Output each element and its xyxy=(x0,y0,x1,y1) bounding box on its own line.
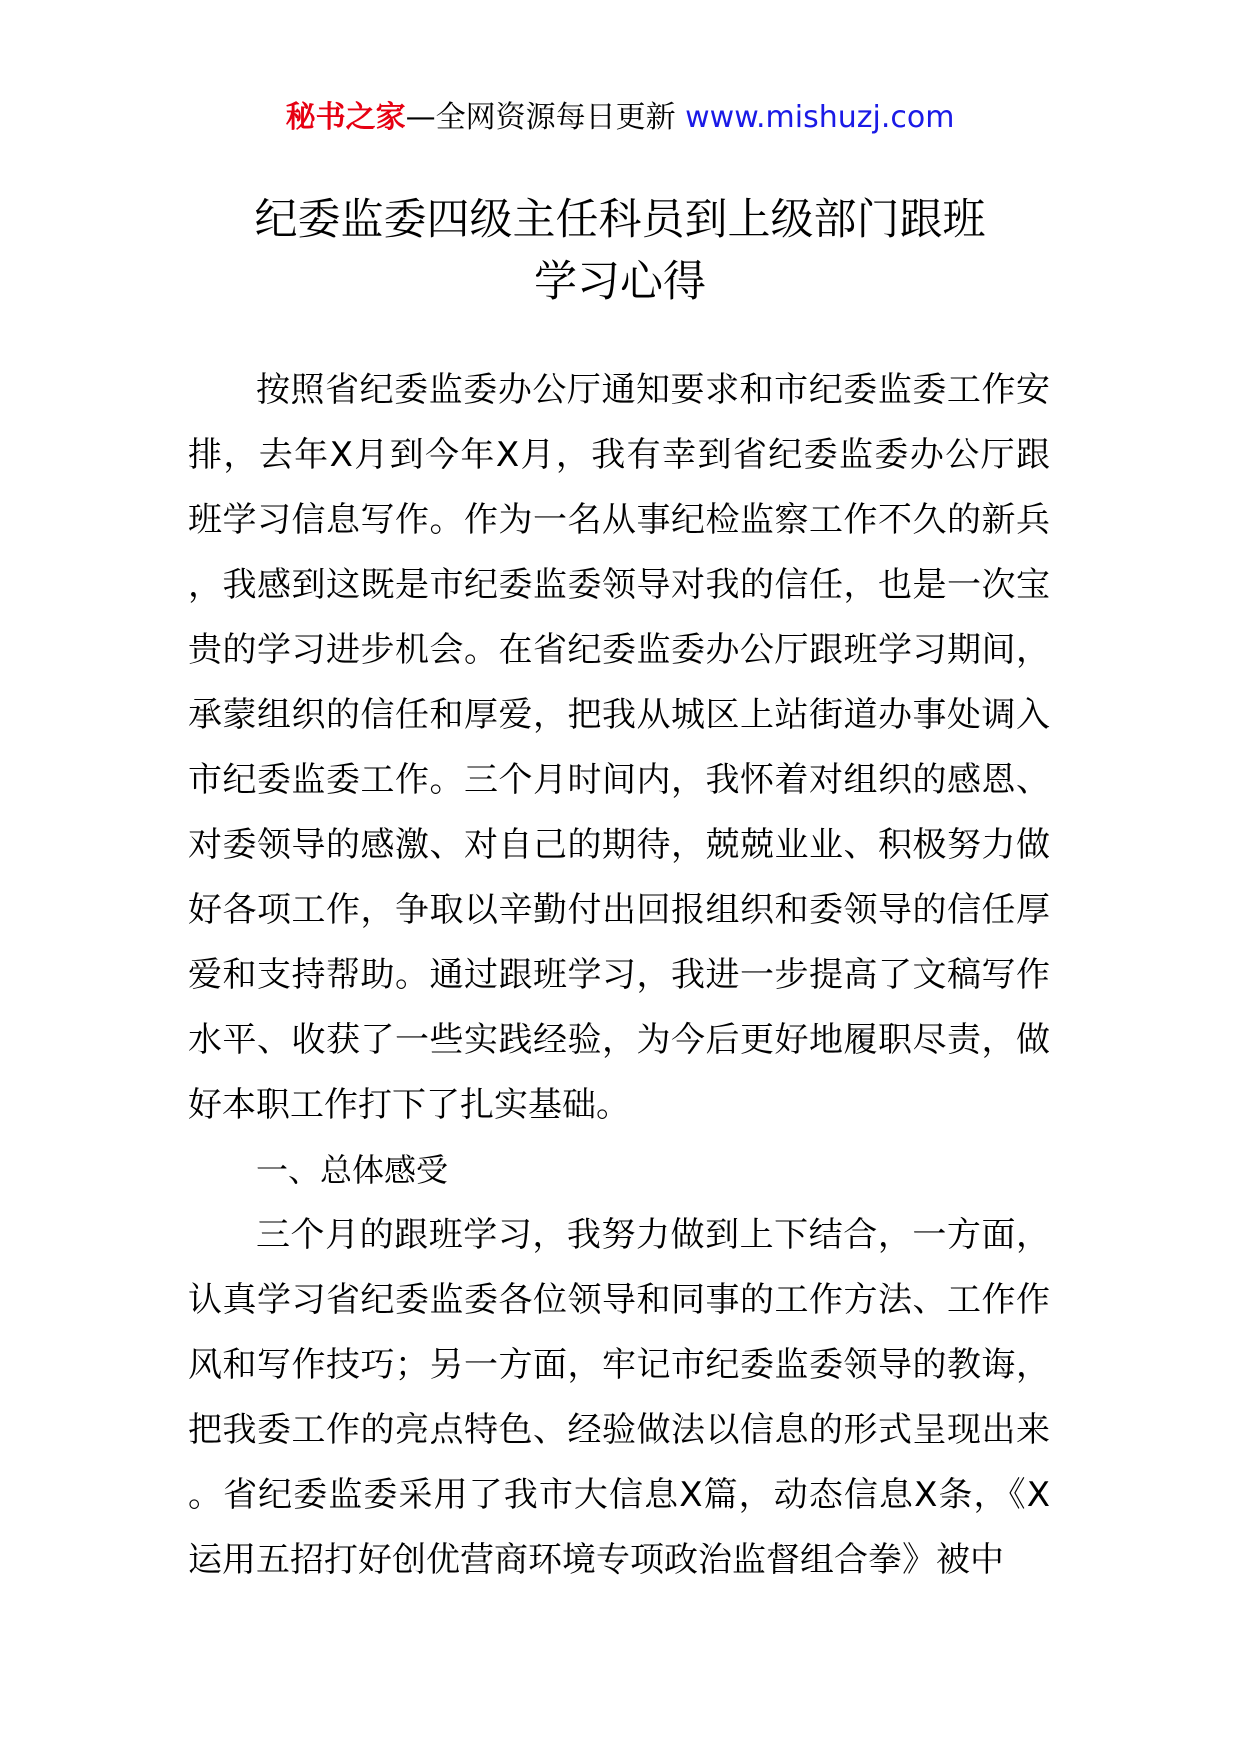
section-heading-overall-impression: 一、总体感受 xyxy=(256,1151,449,1189)
title-line-2: 学习心得 xyxy=(534,256,706,307)
title-line-1: 纪委监委四级主任科员到上级部门跟班 xyxy=(254,194,986,245)
site-tagline: —全网资源每日更新 xyxy=(405,100,686,135)
document-title xyxy=(0,189,1240,313)
paragraph-overall-impression: 三个月的跟班学习，我努力做到上下结合，一方面，认真学习省纪委监委各位领导和同事的工作方法、工作作风和写作技巧；另一方面，牢记市纪委监委领导的教诲，把我委工作的亮点特色、经验做法以信息的形式呈现出来。省纪委监委采用了我市大信息X篇，动态信息X条，《X运用五招打好创优营商环境专项政治监督组合拳》被中 xyxy=(188,1215,1050,1580)
site-header xyxy=(0,98,1240,138)
site-url[interactable]: www.mishuzj.com xyxy=(685,100,955,135)
paragraph-intro: 按照省纪委监委办公厅通知要求和市纪委监委工作安排，去年X月到今年X月，我有幸到省纪委监委办公厅跟班学习信息写作。作为一名从事纪检监察工作不久的新兵，我感到这既是市纪委监委领导对我的信任，也是一次宝贵的学习进步机会。在省纪委监委办公厅跟班学习期间，承蒙组织的信任和厚爱，把我从城区上站街道办事处调入市纪委监委工作。三个月时间内，我怀着对组织的感恩、对委领导的感激、对自己的期待，兢兢业业、积极努力做好各项工作，争取以辛勤付出回报组织和委领导的信任厚爱和支持帮助。通过跟班学习，我进一步提高了文稿写作水平、收获了一些实践经验，为今后更好地履职尽责，做好本职工作打下了扎实基础。 xyxy=(188,370,1050,1125)
document-body xyxy=(188,358,1050,1593)
brand-name: 秘书之家 xyxy=(285,100,406,135)
